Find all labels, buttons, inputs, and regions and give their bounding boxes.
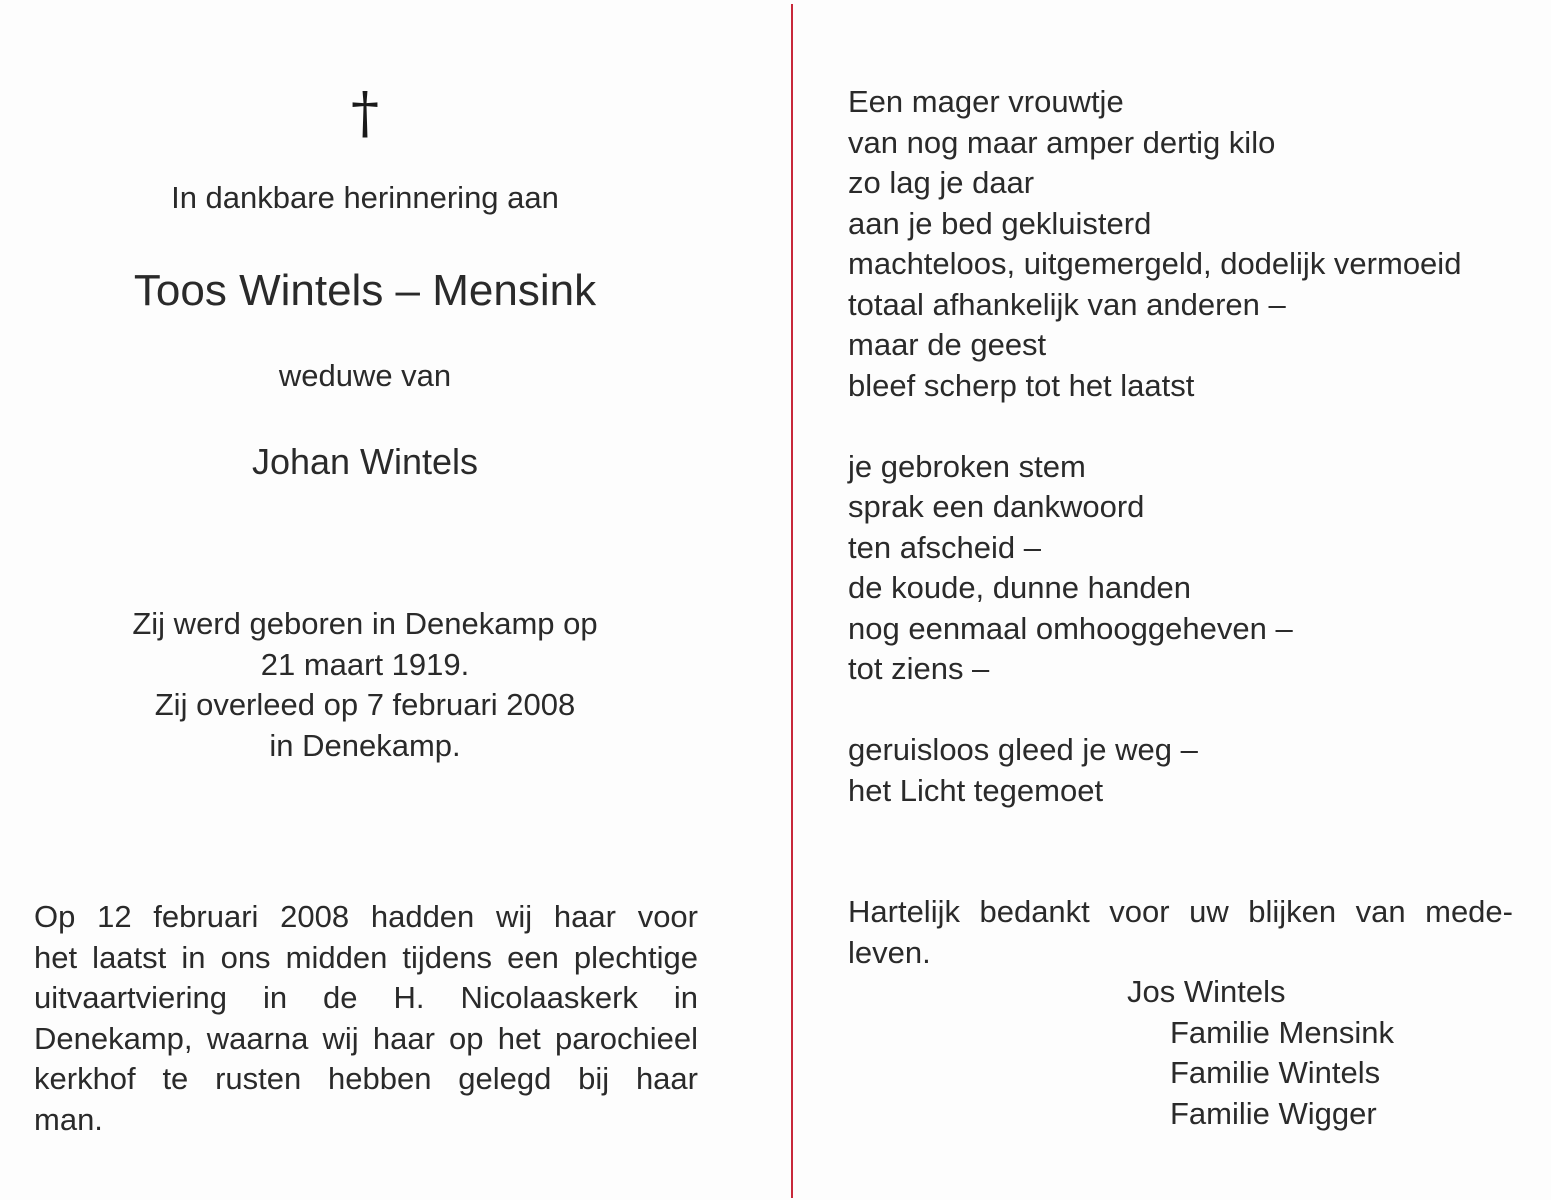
poem-line: bleef scherp tot het laatst bbox=[848, 367, 1195, 403]
fold-divider bbox=[791, 4, 793, 1198]
funeral-line: Op 12 februari 2008 hadden wij haar voor bbox=[34, 899, 698, 934]
life-line: Zij overleed op 7 februari 2008 bbox=[154, 687, 576, 722]
poem-line: geruisloos gleed je weg – bbox=[848, 732, 1198, 767]
poem-line: machteloos, uitgemergeld, dodelijk vermoeid bbox=[848, 246, 1462, 281]
signature-family: Familie Mensink bbox=[1170, 1014, 1394, 1050]
funeral-paragraph bbox=[34, 897, 698, 1140]
poem-line: totaal afhankelijk van anderen – bbox=[848, 286, 1286, 322]
signature-family: Familie Wintels bbox=[1170, 1055, 1381, 1090]
memorial-left-panel bbox=[0, 0, 730, 1200]
memorial-right-panel bbox=[848, 0, 1528, 1200]
poem-line: sprak een dankwoord bbox=[848, 489, 1145, 524]
signature-family: Familie Wigger bbox=[1170, 1095, 1377, 1131]
life-line: in Denekamp. bbox=[269, 727, 461, 763]
poem-line: ten afscheid – bbox=[848, 529, 1042, 565]
funeral-line: kerkhof te rusten hebben gelegd bij haar bbox=[34, 1061, 698, 1096]
poem-line: je gebroken stem bbox=[848, 448, 1086, 484]
thanks-paragraph bbox=[848, 892, 1513, 973]
poem-line: zo lag je daar bbox=[848, 165, 1035, 200]
life-line: 21 maart 1919. bbox=[260, 646, 470, 682]
cross-icon: † bbox=[351, 81, 379, 146]
poem-line: maar de geest bbox=[848, 327, 1047, 362]
poem bbox=[848, 82, 1461, 811]
widow-of-label: weduwe van bbox=[278, 358, 452, 393]
funeral-line: uitvaartviering in de H. Nicolaaskerk in bbox=[34, 980, 698, 1015]
stanza-gap bbox=[848, 690, 1461, 731]
signature-families bbox=[1170, 1013, 1394, 1135]
poem-line: Een mager vrouwtje bbox=[848, 84, 1124, 119]
poem-line: aan je bed gekluisterd bbox=[848, 205, 1152, 241]
poem-line: tot ziens – bbox=[848, 651, 990, 686]
stanza-gap bbox=[848, 406, 1461, 447]
signature-primary: Jos Wintels bbox=[1127, 974, 1286, 1009]
poem-line: van nog maar amper dertig kilo bbox=[848, 124, 1276, 160]
thanks-line: leven. bbox=[848, 934, 931, 970]
spouse-name: Johan Wintels bbox=[251, 441, 479, 482]
funeral-line: het laatst in ons midden tijdens een plechtige bbox=[34, 939, 698, 975]
life-line: Zij werd geboren in Denekamp op bbox=[132, 606, 598, 641]
memorial-intro: In dankbare herinnering aan bbox=[171, 180, 559, 215]
poem-line: het Licht tegemoet bbox=[848, 772, 1104, 808]
life-dates-block bbox=[0, 604, 730, 766]
funeral-line: man. bbox=[34, 1101, 103, 1137]
deceased-name: Toos Wintels – Mensink bbox=[133, 266, 597, 315]
funeral-line: Denekamp, waarna wij haar op het parochieel bbox=[34, 1020, 698, 1056]
poem-line: nog eenmaal omhooggeheven – bbox=[848, 610, 1293, 646]
poem-line: de koude, dunne handen bbox=[848, 570, 1192, 605]
thanks-line: Hartelijk bedankt voor uw blijken van mede- bbox=[848, 894, 1513, 929]
